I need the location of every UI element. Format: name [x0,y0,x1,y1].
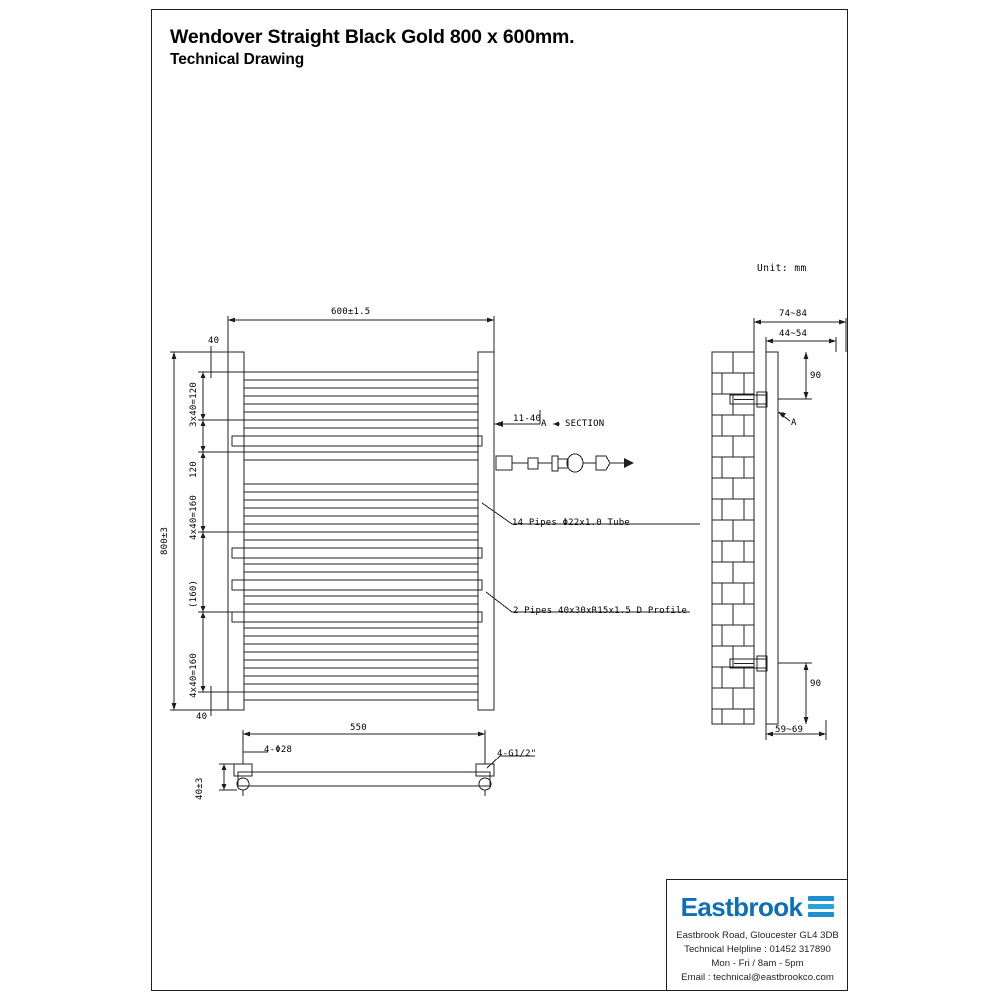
note-d-profile-pipes: 2 Pipes 40x30xR15x1.5 D Profile [513,606,688,616]
section-letter-front: A [541,419,547,429]
section-letter-side: A [791,418,797,428]
footer-hours: Mon - Fri / 8am - 5pm [711,958,804,969]
section-label: SECTION [565,419,605,429]
dim-bottom-thread: 4-G1/2" [497,749,537,759]
dim-bottom-height: 40±3 [195,777,205,800]
dim-side-base-depth: 59~69 [775,725,804,735]
dim-side-wall-face: 44~54 [779,329,808,339]
dim-spacing-2: 120 [189,461,199,478]
dim-spacing-4: (160) [189,579,199,608]
page-subtitle: Technical Drawing [170,51,305,68]
footer-helpline: Technical Helpline : 01452 317890 [684,944,831,955]
unit-note: Unit: mm [757,263,807,274]
dim-front-height: 800±3 [160,526,170,555]
dim-spacing-3: 4x40=160 [189,495,199,540]
page-title: Wendover Straight Black Gold 800 x 600mm. [170,26,575,48]
brand-name: Eastbrook [680,892,803,922]
dim-spacing-1: 3x40=120 [189,382,199,427]
footer-address: Eastbrook Road, Gloucester GL4 3DB [676,930,839,941]
footer-email: Email : technical@eastbrookco.com [681,972,834,983]
dim-front-width: 600±1.5 [331,307,371,317]
dim-side-bracket-top: 90 [810,371,822,381]
note-round-pipes: 14 Pipes Φ22x1.0 Tube [512,518,630,528]
dim-side-bracket-bottom: 90 [810,679,822,689]
brand-footer [666,879,848,991]
dim-side-overall-depth: 74~84 [779,309,808,319]
dim-bottom-holes: 4-Φ28 [264,745,293,755]
eastbrook-logo-icon [808,896,834,920]
dim-bottom-offset: 40 [196,712,208,722]
dim-bracket-range: 11-40 [513,414,542,424]
dim-spacing-5: 4x40=160 [189,653,199,698]
dim-top-offset: 40 [208,336,220,346]
dim-bottom-centres: 550 [350,723,367,733]
